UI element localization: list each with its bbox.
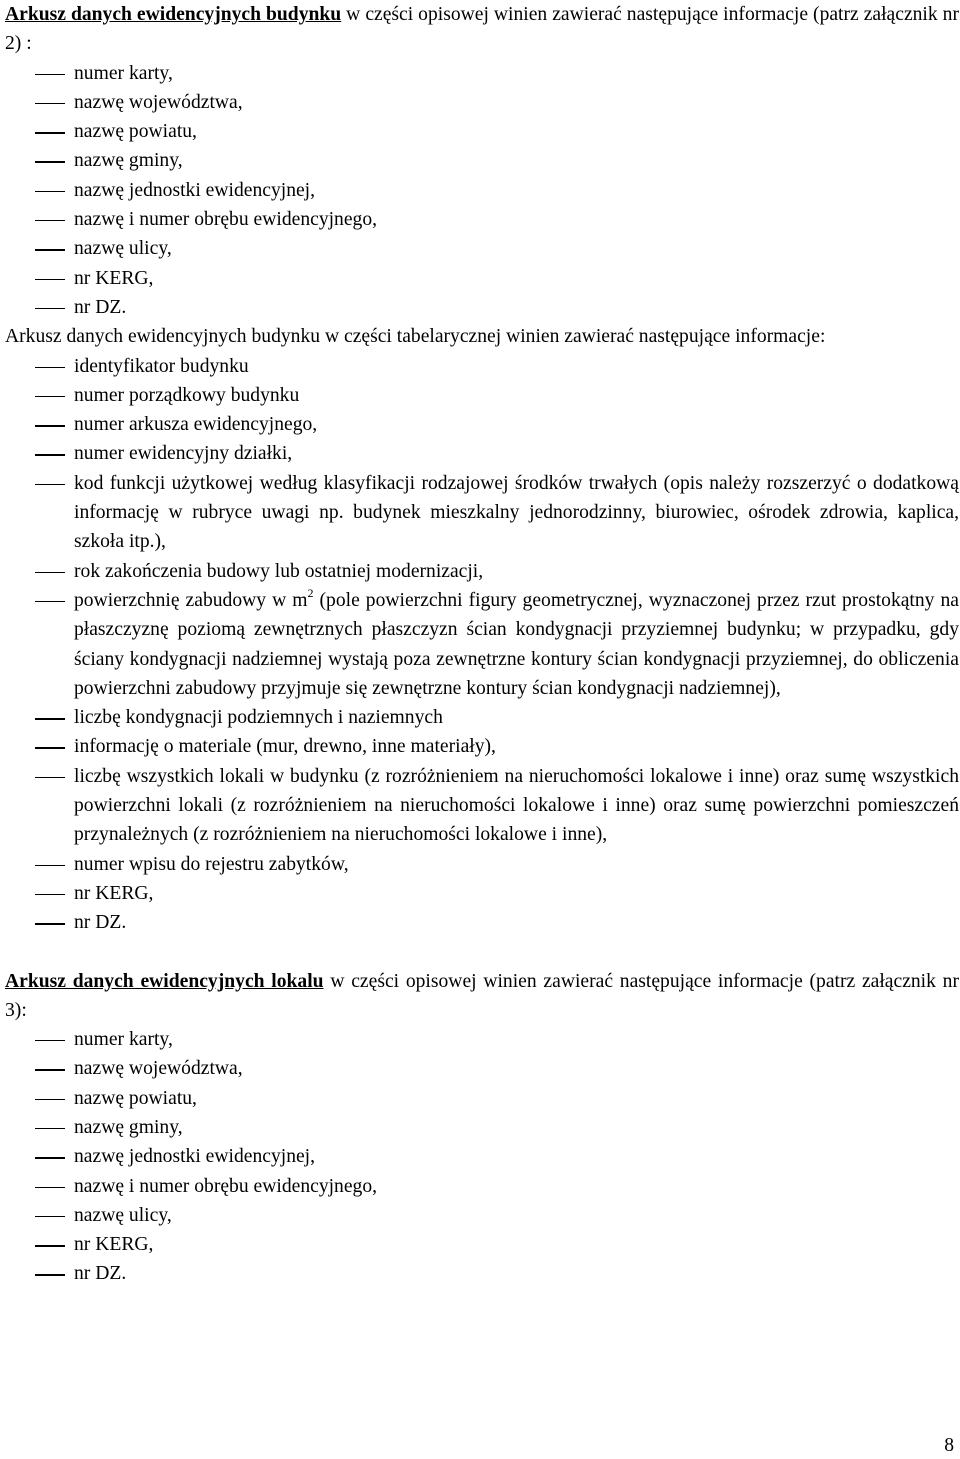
list-item: nazwę powiatu, — [5, 117, 959, 146]
area-text: powierzchnię zabudowy w m — [74, 589, 308, 611]
list-item: numer karty, — [5, 59, 959, 88]
list-item: nr DZ. — [5, 1259, 959, 1288]
list-item: nr DZ. — [5, 908, 959, 937]
section-budynek-tabelaryczna-intro: Arkusz danych ewidencyjnych budynku w części tabelarycznej winien zawierać następujące informacje: — [5, 326, 826, 348]
document-page — [5, 0, 959, 1289]
list-item: numer arkusza ewidencyjnego, — [5, 410, 959, 439]
section-title-budynek: Arkusz danych ewidencyjnych budynku — [5, 4, 342, 25]
list-item: nazwę ulicy, — [5, 1201, 959, 1230]
section-intro-text: w części opisowej winien zawierać następujące informacje (patrz załącznik nr 3): — [5, 970, 959, 1021]
list-item: nazwę i numer obrębu ewidencyjnego, — [5, 205, 959, 234]
page-number: 8 — [944, 1435, 954, 1456]
list-item: kod funkcji użytkowej według klasyfikacji rodzajowej środków trwałych (opis należy rozszerzyć o dodatkową informację w rubryce uwagi np. budynek mieszkalny jednorodzinny, biurowiec, ośrodek zdrowia, kaplica, szkoła itp.), — [5, 469, 959, 557]
list-item: nr KERG, — [5, 1230, 959, 1259]
list-item: numer ewidencyjny działki, — [5, 439, 959, 468]
dash-list-budynek-tabelaryczna — [5, 352, 959, 938]
list-item: liczbę kondygnacji podziemnych i naziemnych — [5, 703, 959, 732]
section-intro-text: w części opisowej winien zawierać następujące informacje (patrz załącznik nr 2) : — [5, 4, 959, 55]
section-budynek-opisowa-intro — [5, 0, 959, 59]
list-item: numer porządkowy budynku — [5, 381, 959, 410]
list-item: nr DZ. — [5, 293, 959, 322]
list-item: liczbę wszystkich lokali w budynku (z rozróżnieniem na nieruchomości lokalowe i inne) oraz sumę wszystkich powierzchni lokali (z rozróżnieniem na nieruchomości lokalowe i inne) oraz sumę powierzchni pomieszczeń przynależnych (z rozróżnieniem na nieruchomości lokalowe i inne), — [5, 762, 959, 850]
list-item: nazwę jednostki ewidencyjnej, — [5, 176, 959, 205]
area-description: (pole powierzchni figury geometrycznej, wyznaczonej przez rzut prostokątny na płaszczyznę poziomą zewnętrznych płaszczyzn ścian kondygnacji przyziemnej budynku; w przypadku, gdy ściany kondygnacji nadziemnej wystają poza zewnętrzne kontury ścian kondygnacji przyziemnej, do obliczenia powierzchni zabudowy przyjmuje się zewnętrzne kontury ścian kondygnacji nadziemnej), — [74, 589, 959, 699]
list-item: nazwę województwa, — [5, 88, 959, 117]
section-title-lokal: Arkusz danych ewidencyjnych lokalu — [5, 970, 324, 992]
list-item: identyfikator budynku — [5, 352, 959, 381]
list-item: nazwę gminy, — [5, 1113, 959, 1142]
list-item: nr KERG, — [5, 879, 959, 908]
list-item: nazwę i numer obrębu ewidencyjnego, — [5, 1172, 959, 1201]
list-item: nazwę województwa, — [5, 1054, 959, 1083]
list-item: rok zakończenia budowy lub ostatniej modernizacji, — [5, 557, 959, 586]
dash-list-lokal-opisowa — [5, 1025, 959, 1289]
list-item-area — [5, 586, 959, 703]
list-item: numer karty, — [5, 1025, 959, 1054]
paragraph-gap — [5, 938, 959, 967]
superscript-2: 2 — [307, 585, 314, 600]
list-item: nazwę jednostki ewidencyjnej, — [5, 1142, 959, 1171]
section-lokal-opisowa-intro — [5, 967, 959, 1026]
list-item: nazwę gminy, — [5, 146, 959, 175]
dash-list-budynek-opisowa — [5, 59, 959, 323]
list-item: numer wpisu do rejestru zabytków, — [5, 850, 959, 879]
list-item: nazwę powiatu, — [5, 1084, 959, 1113]
list-item: nr KERG, — [5, 264, 959, 293]
list-item: informację o materiale (mur, drewno, inne materiały), — [5, 732, 959, 761]
list-item: nazwę ulicy, — [5, 234, 959, 263]
